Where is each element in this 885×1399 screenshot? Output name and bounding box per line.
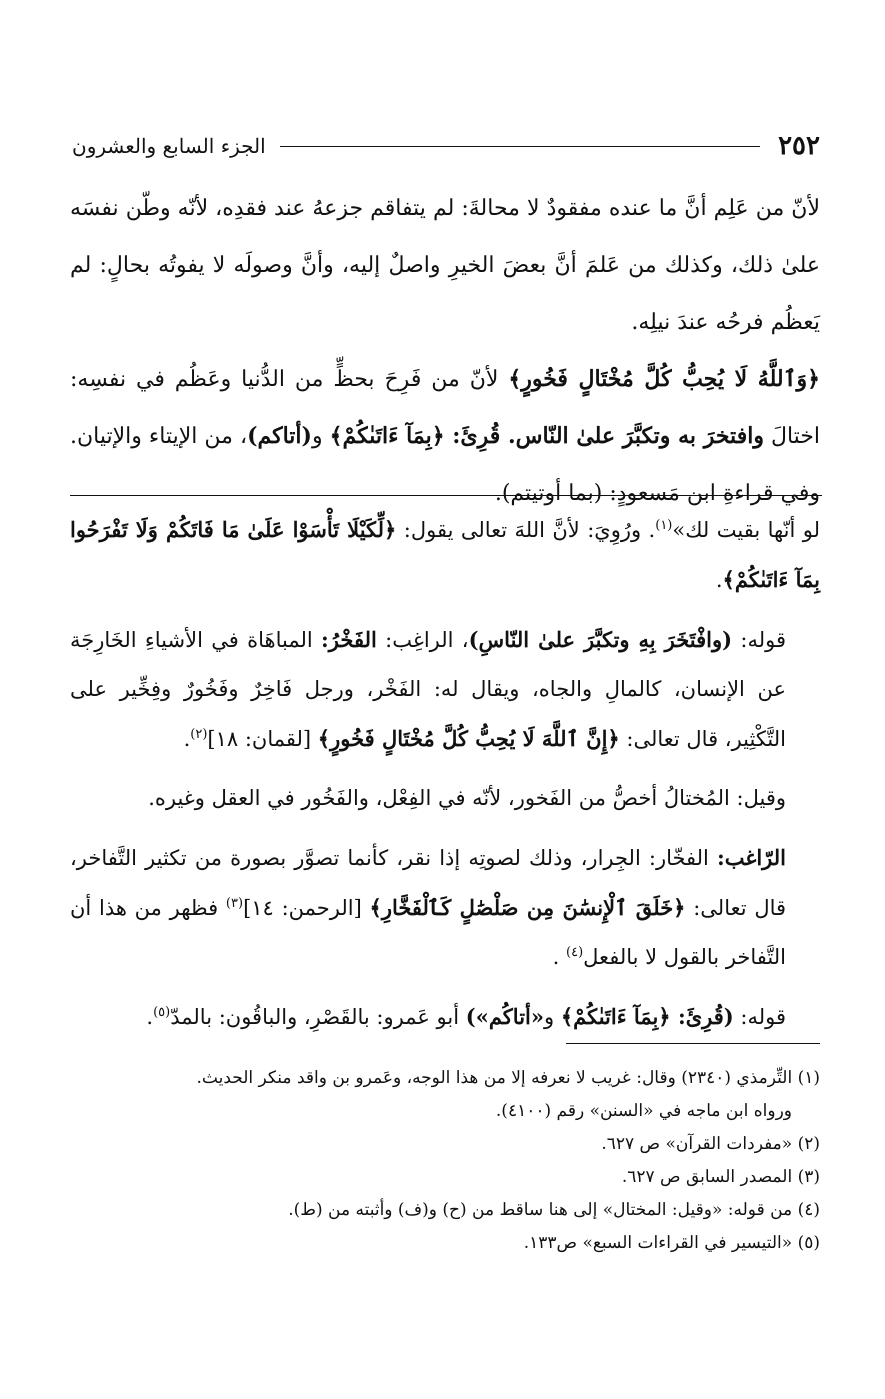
quran-verse: ﴿بِمَآ ءَاتَىٰكُمْ﴾ bbox=[560, 1004, 678, 1029]
text-run: أبو عَمرو: بالقَصْرِ، والباقُون: بالمدّ bbox=[170, 1005, 466, 1029]
quran-verse: ﴿إِنَّ ٱللَّهَ لَا يُحِبُّ كُلَّ مُخْتَالٍ فَخُورٍ﴾ bbox=[317, 726, 620, 751]
header-rule bbox=[280, 146, 760, 147]
text-run: قوله: bbox=[732, 628, 786, 652]
footnote: (٤) من قوله: «وقيل: المختال» إلى هنا ساقط من (ح) و(ف) وأثبته من (ط). bbox=[288, 1200, 820, 1220]
text-run: . bbox=[183, 727, 191, 751]
commentary-paragraph bbox=[70, 505, 820, 605]
text-run: . bbox=[146, 1005, 154, 1029]
footnote: (١) التِّرمذي (٢٣٤٠) وقال: غريب لا نعرفه إلا من هذا الوجه، وعَمرو بن واقد منكر الحديث. bbox=[196, 1068, 820, 1088]
commentary bbox=[70, 505, 820, 1042]
bold-text: الفَخْرُ: bbox=[321, 627, 377, 652]
footnote-ref: (٥) bbox=[153, 1005, 171, 1020]
footnote-ref: (٢) bbox=[190, 727, 208, 742]
verse-reference: [الرحمن: ١٤] bbox=[243, 896, 370, 920]
text-run: . ورُوِيَ: لأنَّ اللهَ تعالى يقول: bbox=[396, 518, 656, 542]
quran-verse: ﴿لِّكَيْلَا تَأْسَوْا عَلَىٰ مَا فَاتَكُمْ وَلَا تَفْرَحُوا بِمَآ ءَاتَىٰكُمْ﴾ bbox=[70, 517, 820, 592]
bold-text: (وافْتَخَرَ بِهِ وتكبَّرَ علىٰ النّاسِ) bbox=[468, 627, 733, 652]
text-run: ، الراغِب: bbox=[376, 628, 469, 652]
bold-text: (قُرِئَ: bbox=[677, 1004, 734, 1029]
footnote-divider bbox=[566, 1043, 820, 1044]
footnotes bbox=[70, 1062, 820, 1260]
text-run: الفخّار: الجِرار، وذلك لصوتِه إذا نقر، كأنما تصوَّر بصورة من تكثير التَّفاخر، قال تعالى: bbox=[70, 846, 787, 920]
text-run: . bbox=[715, 568, 723, 592]
bold-text: وافتخرَ به وتكبَّرَ علىٰ النّاس. bbox=[507, 423, 764, 449]
footnote-ref: (٤) bbox=[566, 945, 584, 960]
text-run: المباهَاة في الأشياءِ الخَارِجَة عن الإنسان، كالمالِ والجاه، ويقال له: الفَخْر، ورجل فَاخِرٌ وفَخُورٌ وفِخِّير على التَّكْثِير، قال تعالى: bbox=[70, 628, 786, 751]
commentary-paragraph: وقيل: المُختالُ أخصُّ من الفَخور، لأنّه في الفِعْل، والفَخُور في العقل وغيره. bbox=[148, 786, 786, 810]
footnote-ref: (١) bbox=[655, 518, 673, 533]
text-run: لأنّ من فَرِحَ بحظٍّ من الدُّنيا وعَظُم في نفسِه: اختالَ bbox=[70, 367, 821, 449]
bold-text: «أتاكُم») bbox=[465, 1004, 545, 1029]
page-number: ٢٥٢ bbox=[778, 131, 820, 161]
commentary-paragraph bbox=[70, 833, 820, 982]
quran-verse: ﴿خَلَقَ ٱلْإِنسَٰنَ مِن صَلْصَٰلٍ كَٱلْفَخَّارِ﴾ bbox=[369, 895, 686, 920]
text-run: ، من الإيتاء والإتيان. وفي قراءةِ ابن مَسعودٍ: (بما أوتيتم). bbox=[70, 424, 820, 506]
quran-verse: ﴿بِمَآ ءَاتَىٰكُمْ﴾ bbox=[329, 423, 453, 449]
text-run: فظهر من هذا أن التَّفاخر بالقول لا بالفعل bbox=[70, 896, 786, 969]
footnote: (٥) «التيسير في القراءات السبع» ص١٣٣. bbox=[523, 1233, 820, 1253]
footnote-ref: (٣) bbox=[225, 896, 244, 911]
section-divider bbox=[70, 495, 822, 496]
main-text bbox=[70, 180, 820, 522]
text-run: . bbox=[552, 945, 567, 969]
running-title: الجزء السابع والعشرون bbox=[72, 134, 266, 158]
bold-text: قُرِئَ: bbox=[452, 423, 508, 449]
quran-verse: ﴿وَٱللَّهُ لَا يُحِبُّ كُلَّ مُخْتَالٍ فَخُورٍ﴾ bbox=[508, 366, 820, 392]
commentary-paragraph bbox=[70, 992, 820, 1042]
text-run: لو أنّها بقيت لك» bbox=[672, 518, 821, 542]
main-paragraph bbox=[70, 351, 820, 522]
text-run: و bbox=[544, 1005, 561, 1029]
footnote: (٢) «مفردات القرآن» ص ٦٢٧. bbox=[601, 1134, 820, 1154]
text-run: و bbox=[311, 424, 330, 449]
page-header bbox=[72, 128, 820, 164]
main-paragraph: لأنّ من عَلِم أنَّ ما عنده مفقودٌ لا محالةَ: لم يتفاقم جزعهُ عند فقدِه، لأنّه وطّن نفسَه علىٰ ذلك، وكذلك من عَلمَ أنَّ بعضَ الخيرِ واصلٌ إليه، وأنَّ وصولَه لا يفوتُه بحالٍ: لم يَعظُم فرحُه عندَ نيلِه. bbox=[70, 196, 820, 335]
bold-text: الرّاغب: bbox=[716, 845, 786, 870]
bold-text: (أتاكم) bbox=[247, 423, 312, 449]
commentary-paragraph bbox=[70, 615, 820, 764]
text-run: قوله: bbox=[733, 1005, 786, 1029]
footnote-continuation: ورواه ابن ماجه في «السنن» رقم (٤١٠٠). bbox=[495, 1101, 792, 1121]
footnote: (٣) المصدر السابق ص ٦٢٧. bbox=[621, 1167, 820, 1187]
verse-reference: [لقمان: ١٨] bbox=[207, 727, 318, 751]
